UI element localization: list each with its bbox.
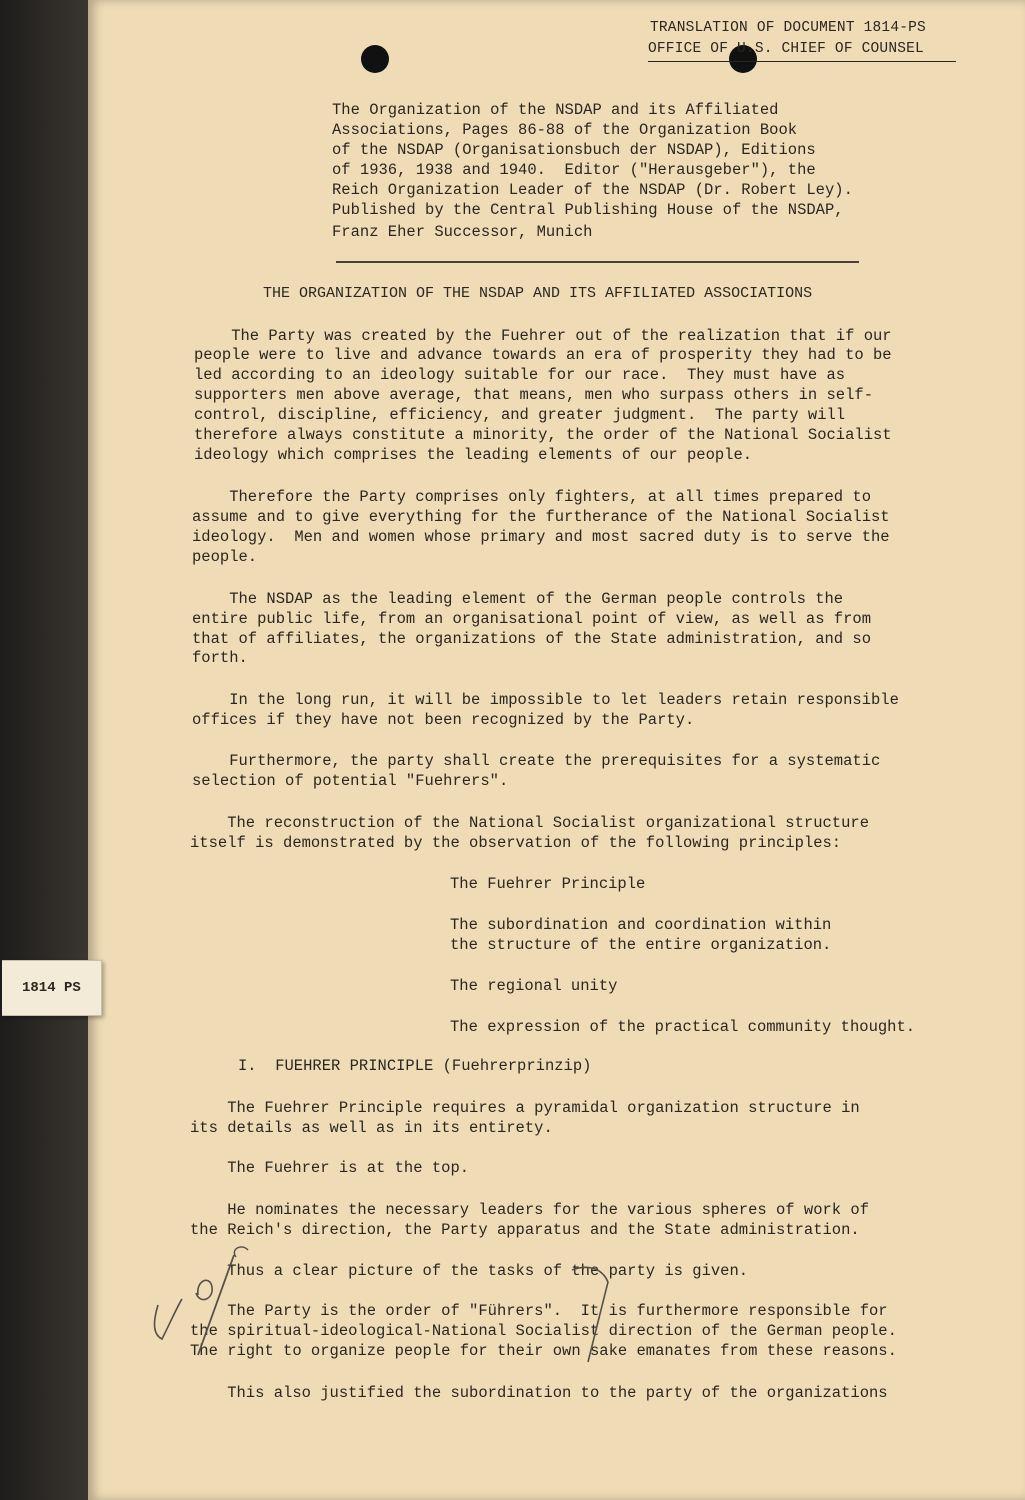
text-line: selection of potential "Fuehrers". [192, 772, 509, 790]
principle-item: The regional unity [450, 977, 618, 995]
text-line: The right to organize people for their own sake emanates from these reasons. [190, 1342, 897, 1360]
text-line: therefore always constitute a minority, the order of the National Socialist [194, 426, 892, 444]
citation-line: of 1936, 1938 and 1940. Editor ("Herausgeber"), the [332, 161, 816, 179]
citation-line: Franz Eher Successor, Munich [332, 223, 593, 241]
section-heading: I. FUEHRER PRINCIPLE (Fuehrerprinzip) [238, 1057, 592, 1075]
citation-line: Published by the Central Publishing House of the NSDAP, [332, 201, 844, 219]
text-line: ideology which comprises the leading elements of our people. [194, 446, 753, 464]
document-title: THE ORGANIZATION OF THE NSDAP AND ITS AFFILIATED ASSOCIATIONS [263, 285, 813, 302]
principle-item: the structure of the entire organization. [450, 936, 832, 954]
paragraph-12: This also justified the subordination to the party of the organizations [190, 1384, 888, 1402]
text-line: The Party is the order of "Führers". It is furthermore responsible for [190, 1302, 888, 1320]
pencil-annotation-mark [138, 1235, 278, 1365]
separator-rule [336, 261, 859, 263]
principle-item: The Fuehrer Principle [450, 875, 646, 893]
text-line: ideology. Men and women whose primary and most sacred duty is to serve the [192, 528, 890, 546]
citation-line: The Organization of the NSDAP and its Affiliated [332, 101, 779, 119]
text-line: supporters men above average, that means, men who surpass others in self- [194, 386, 874, 404]
text-line: The Fuehrer Principle requires a pyramidal organization structure in [190, 1099, 860, 1117]
text-line: The Party was created by the Fuehrer out of the realization that if our [194, 327, 892, 345]
document-page [88, 0, 1025, 1500]
text-line: He nominates the necessary leaders for the various spheres of work of [190, 1201, 870, 1219]
text-line: the Reich's direction, the Party apparatus and the State administration. [190, 1221, 860, 1239]
header-line-1: TRANSLATION OF DOCUMENT 1814-PS [650, 20, 926, 36]
text-line: In the long run, it will be impossible to let leaders retain responsible [192, 691, 899, 709]
text-line: Therefore the Party comprises only fighters, at all times prepared to [192, 488, 872, 506]
paragraph-8: The Fuehrer is at the top. [190, 1159, 470, 1177]
paragraph-10: Thus a clear picture of the tasks of the party is given. [190, 1262, 749, 1280]
header-underline [648, 61, 956, 62]
text-line: itself is demonstrated by the observation of the following principles: [190, 834, 842, 852]
text-line: The NSDAP as the leading element of the German people controls the [192, 590, 844, 608]
exhibit-tab: 1814 PS [2, 960, 102, 1016]
text-line: the spiritual-ideological-National Socialist direction of the German people. [190, 1322, 897, 1340]
text-line: assume and to give everything for the furtherance of the National Socialist [192, 508, 890, 526]
text-line: control, discipline, efficiency, and greater judgment. The party will [194, 406, 846, 424]
text-line: that of affiliates, the organizations of the State administration, and so [192, 630, 872, 648]
text-line: The reconstruction of the National Socialist organizational structure [190, 814, 870, 832]
binder-edge [0, 0, 88, 1500]
citation-line: Reich Organization Leader of the NSDAP (Dr. Robert Ley). [332, 181, 853, 199]
text-line: people were to live and advance towards an era of prosperity they had to be [194, 346, 892, 364]
text-line: people. [192, 548, 258, 566]
text-line: forth. [192, 649, 248, 667]
citation-line: of the NSDAP (Organisationsbuch der NSDAP), Editions [332, 141, 816, 159]
citation-line: Associations, Pages 86-88 of the Organization Book [332, 121, 798, 139]
punch-hole [361, 45, 389, 73]
text-line: entire public life, from an organisational point of view, as well as from [192, 610, 872, 628]
text-line: led according to an ideology suitable for our race. They must have as [194, 366, 846, 384]
text-line: offices if they have not been recognized by the Party. [192, 711, 695, 729]
principle-item: The expression of the practical community thought. [450, 1018, 916, 1036]
text-line: Furthermore, the party shall create the prerequisites for a systematic [192, 752, 881, 770]
header-line-2: OFFICE OF U.S. CHIEF OF COUNSEL [648, 41, 924, 57]
principle-item: The subordination and coordination within [450, 916, 832, 934]
pencil-bracket-mark [568, 1262, 638, 1372]
text-line: its details as well as in its entirety. [190, 1119, 553, 1137]
